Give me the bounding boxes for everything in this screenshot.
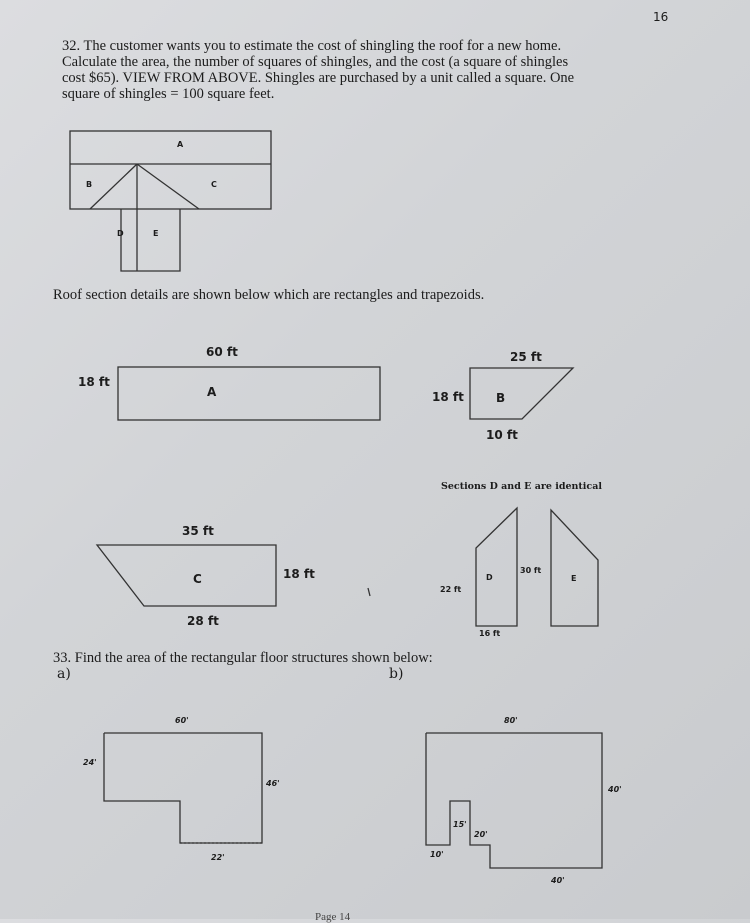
section-b-shape <box>470 368 573 419</box>
q32-line-2: Calculate the area, the number of squares of shingles, and the cost (a square of shingles <box>62 54 569 70</box>
question-33-title: 33. Find the area of the rectangular floor structures shown below: <box>53 650 433 666</box>
roof-plan-label-a: A <box>177 140 184 149</box>
fig-b-right-dim: 40' <box>608 785 622 794</box>
q32-line-3: cost $65). VIEW FROM ABOVE. Shingles are purchased by a unit called a square. One <box>62 70 575 86</box>
section-c-top-dim: 35 ft <box>182 524 214 538</box>
fig-b-inner-width-dim: 15' <box>453 820 467 829</box>
fig-a-left-dim: 24' <box>83 758 97 767</box>
fig-a-top-dim: 60' <box>175 716 189 725</box>
section-c-bottom-dim: 28 ft <box>187 614 219 628</box>
fig-a-bottom-dim: 22' <box>211 853 225 862</box>
section-e-side-dim: 30 ft <box>520 566 542 575</box>
section-d-side-dim: 22 ft <box>440 585 462 594</box>
section-c-side-dim: 18 ft <box>283 567 315 581</box>
roof-plan-wing <box>121 209 180 271</box>
fig-b-left-bottom-dim: 10' <box>430 850 444 859</box>
section-a-side-dim: 18 ft <box>78 375 110 389</box>
question-33-part-a: a) <box>57 666 71 682</box>
details-caption: Roof section details are shown below which are rectangles and trapezoids. <box>53 287 485 303</box>
roof-plan-label-b: B <box>86 180 93 189</box>
section-e-label: E <box>571 574 577 583</box>
section-c-shape <box>97 545 276 606</box>
roof-plan-label-c: C <box>211 180 217 189</box>
fig-a-right-dim: 46' <box>266 779 280 788</box>
question-33-part-b: b) <box>389 666 404 682</box>
page-footer: Page 14 <box>315 911 351 923</box>
roof-plan-hip-left <box>90 164 137 209</box>
section-b-label: B <box>496 391 506 405</box>
section-b-side-dim: 18 ft <box>432 390 464 404</box>
floor-figure-a <box>104 733 262 843</box>
roof-plan-outer <box>70 131 271 209</box>
section-d-shape <box>476 508 517 626</box>
roof-plan-label-d: D <box>117 229 124 238</box>
page-number: 16 <box>653 10 669 24</box>
section-a-top-dim: 60 ft <box>206 345 238 359</box>
section-d-label: D <box>486 573 493 582</box>
section-de-bottom-dim: 16 ft <box>479 629 501 638</box>
fig-b-top-dim: 80' <box>504 716 518 725</box>
fig-b-bottom-dim: 40' <box>551 876 565 885</box>
section-a-rect <box>118 367 380 420</box>
fig-b-inner-height-dim: 20' <box>474 830 488 839</box>
q32-line-1: 32. The customer wants you to estimate the cost of shingling the roof for a new home. <box>62 38 562 54</box>
roof-plan-hip-right <box>137 164 199 209</box>
roof-plan-diagram <box>70 131 271 271</box>
section-b-bottom-dim: 10 ft <box>486 428 518 442</box>
roof-plan-label-e: E <box>153 229 159 238</box>
section-c-label: C <box>193 572 202 586</box>
q32-line-4: square of shingles = 100 square feet. <box>62 86 275 102</box>
section-de-caption: Sections D and E are identical <box>441 481 602 492</box>
section-b-top-dim: 25 ft <box>510 350 542 364</box>
floor-figure-b <box>426 733 602 868</box>
section-a-label: A <box>207 385 217 399</box>
stray-mark <box>368 588 370 596</box>
section-e-shape <box>551 510 598 626</box>
